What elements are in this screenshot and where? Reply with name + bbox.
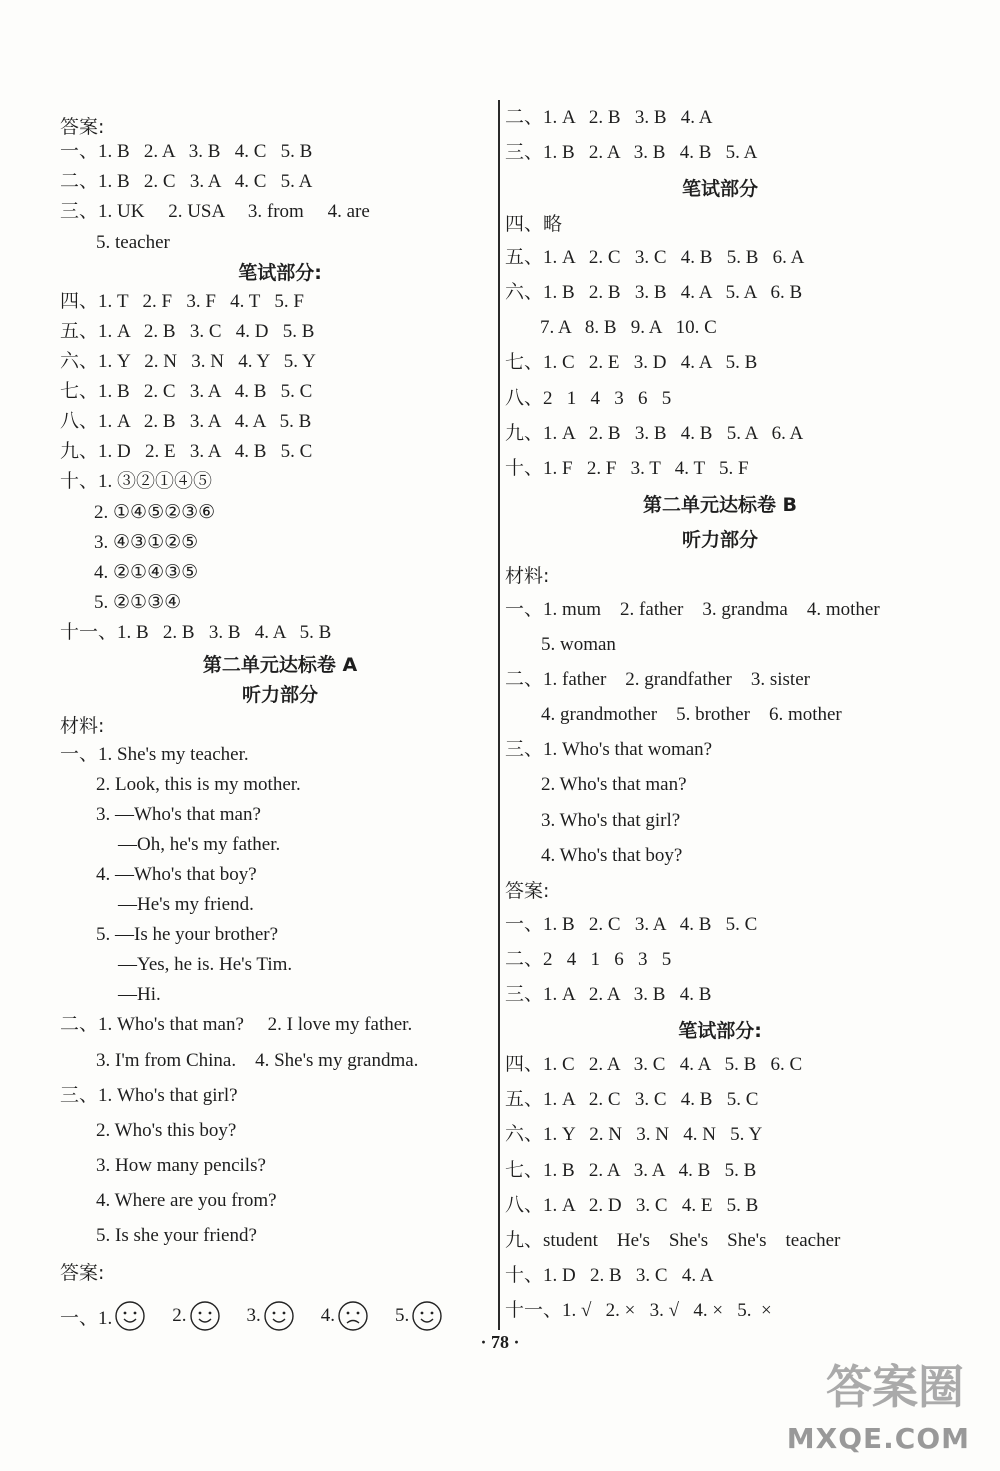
page-number: · 78 · xyxy=(480,1332,520,1352)
right-text-line: 二、2 4 1 6 3 5 xyxy=(505,949,672,970)
right-text-line: 二、1. father 2. grandfather 3. sister xyxy=(505,669,810,690)
left-text-line: 七、1. B 2. C 3. A 4. B 5. C xyxy=(60,381,313,402)
smiley-face-icon xyxy=(411,1300,443,1332)
right-text-line: 材料: xyxy=(505,565,550,587)
smiley-row-prefix: 一、1. xyxy=(60,1307,113,1329)
left-text-line: 3. I'm from China. 4. She's my grandma. xyxy=(96,1050,419,1071)
right-text-line: 七、1. C 2. E 3. D 4. A 5. B xyxy=(505,352,758,373)
left-text-line: 二、1. B 2. C 3. A 4. C 5. A xyxy=(60,171,313,192)
right-text-line: 九、1. A 2. B 3. B 4. B 5. A 6. A xyxy=(505,423,804,444)
right-text-line: 笔试部分: xyxy=(678,1020,762,1042)
right-text-line: 八、2 1 4 3 6 5 xyxy=(505,388,672,409)
left-text-line: 六、1. Y 2. N 3. N 4. Y 5. Y xyxy=(60,351,316,372)
right-text-line: 六、1. Y 2. N 3. N 4. N 5. Y xyxy=(505,1124,763,1145)
right-text-line: 十、1. D 2. B 3. C 4. A xyxy=(505,1265,714,1286)
smiley-answer-row xyxy=(60,1296,443,1336)
left-text-line: 2. Who's this boy? xyxy=(96,1120,237,1141)
left-text-line: 二、1. Who's that man? 2. I love my father. xyxy=(60,1014,413,1035)
smiley-item-number: 5. xyxy=(395,1305,410,1326)
right-text-line: 三、1. Who's that woman? xyxy=(505,739,713,760)
right-text-line: 十一、1. √ 2. × 3. √ 4. × 5. × xyxy=(505,1300,772,1321)
left-text-line: 5. ②①③④ xyxy=(94,592,182,613)
left-text-line: —Oh, he's my father. xyxy=(118,834,281,855)
left-text-line: 3. —Who's that man? xyxy=(96,804,261,825)
right-text-line: 5. woman xyxy=(541,634,616,655)
right-text-line: 7. A 8. B 9. A 10. C xyxy=(540,317,717,338)
right-text-line: 3. Who's that girl? xyxy=(541,810,681,831)
right-text-line: 九、student He's She's She's teacher xyxy=(505,1230,841,1251)
left-text-line: 答案: xyxy=(60,116,105,138)
left-text-line: 五、1. A 2. B 3. C 4. D 5. B xyxy=(60,321,315,342)
left-text-line: 笔试部分: xyxy=(238,262,322,284)
right-text-line: 第二单元达标卷 B xyxy=(642,494,798,516)
left-text-line: 四、1. T 2. F 3. F 4. T 5. F xyxy=(60,291,304,312)
left-text-line: —Yes, he is. He's Tim. xyxy=(118,954,293,975)
right-text-line: 三、1. B 2. A 3. B 4. B 5. A xyxy=(505,142,758,163)
left-text-line: 三、1. Who's that girl? xyxy=(60,1085,238,1106)
left-text-line: —Hi. xyxy=(118,984,161,1005)
right-text-line: 十、1. F 2. F 3. T 4. T 5. F xyxy=(505,458,749,479)
left-text-line: 5. —Is he your brother? xyxy=(96,924,279,945)
left-text-line: 三、1. UK 2. USA 3. from 4. are xyxy=(60,201,370,222)
left-text-line: 5. teacher xyxy=(96,232,170,253)
right-text-line: 八、1. A 2. D 3. C 4. E 5. B xyxy=(505,1195,759,1216)
right-text-line: 答案: xyxy=(505,880,550,902)
right-text-line: 五、1. A 2. C 3. C 4. B 5. C xyxy=(505,1089,759,1110)
left-text-line: 5. Is she your friend? xyxy=(96,1225,257,1246)
smiley-face-icon xyxy=(263,1300,295,1332)
right-text-line: 听力部分 xyxy=(681,529,758,551)
watermark-url: MXQE.COM xyxy=(786,1422,970,1455)
left-text-line: 第二单元达标卷 A xyxy=(202,654,358,676)
left-text-line: 一、1. B 2. A 3. B 4. C 5. B xyxy=(60,141,313,162)
left-text-line: 3. How many pencils? xyxy=(96,1155,266,1176)
right-text-line: 三、1. A 2. A 3. B 4. B xyxy=(505,984,712,1005)
smiley-face-icon xyxy=(114,1300,146,1332)
left-text-line: 3. ④③①②⑤ xyxy=(94,532,199,553)
smiley-item-number: 2. xyxy=(172,1305,187,1326)
smiley-face-icon xyxy=(189,1300,221,1332)
right-text-line: 二、1. A 2. B 3. B 4. A xyxy=(505,107,713,128)
left-text-line: 4. ②①④③⑤ xyxy=(94,562,199,583)
right-text-line: 五、1. A 2. C 3. C 4. B 5. B 6. A xyxy=(505,247,805,268)
left-text-line: 十一、1. B 2. B 3. B 4. A 5. B xyxy=(60,622,332,643)
smiley-item-number: 3. xyxy=(246,1305,261,1326)
right-text-line: 4. grandmother 5. brother 6. mother xyxy=(541,704,842,725)
left-text-line: 九、1. D 2. E 3. A 4. B 5. C xyxy=(60,441,313,462)
left-text-line: 2. ①④⑤②③⑥ xyxy=(94,502,216,523)
left-text-line: 听力部分 xyxy=(241,684,318,706)
left-text-line: 2. Look, this is my mother. xyxy=(96,774,301,795)
watermark-logo-text: 答案圈 xyxy=(826,1360,964,1414)
right-text-line: 一、1. mum 2. father 3. grandma 4. mother xyxy=(505,599,880,620)
right-text-line: 4. Who's that boy? xyxy=(541,845,683,866)
left-text-line: 材料: xyxy=(60,715,105,737)
left-text-line: 4. Where are you from? xyxy=(96,1190,277,1211)
right-text-line: 2. Who's that man? xyxy=(541,774,687,795)
sad-face-icon xyxy=(337,1300,369,1332)
left-text-line: —He's my friend. xyxy=(118,894,254,915)
right-text-line: 七、1. B 2. A 3. A 4. B 5. B xyxy=(505,1160,757,1181)
left-text-line: 一、1. She's my teacher. xyxy=(60,744,249,765)
left-text-line: 八、1. A 2. B 3. A 4. A 5. B xyxy=(60,411,312,432)
right-text-line: 六、1. B 2. B 3. B 4. A 5. A 6. B xyxy=(505,282,803,303)
right-text-line: 四、略 xyxy=(505,213,563,235)
smiley-item-number: 4. xyxy=(320,1305,336,1326)
right-text-line: 笔试部分 xyxy=(681,178,758,200)
left-text-line: 4. —Who's that boy? xyxy=(96,864,257,885)
right-text-line: 一、1. B 2. C 3. A 4. B 5. C xyxy=(505,914,758,935)
left-text-line: 答案: xyxy=(60,1262,105,1284)
right-text-line: 四、1. C 2. A 3. C 4. A 5. B 6. C xyxy=(505,1054,803,1075)
left-text-line: 十、1. ③②①④⑤ xyxy=(60,471,213,492)
